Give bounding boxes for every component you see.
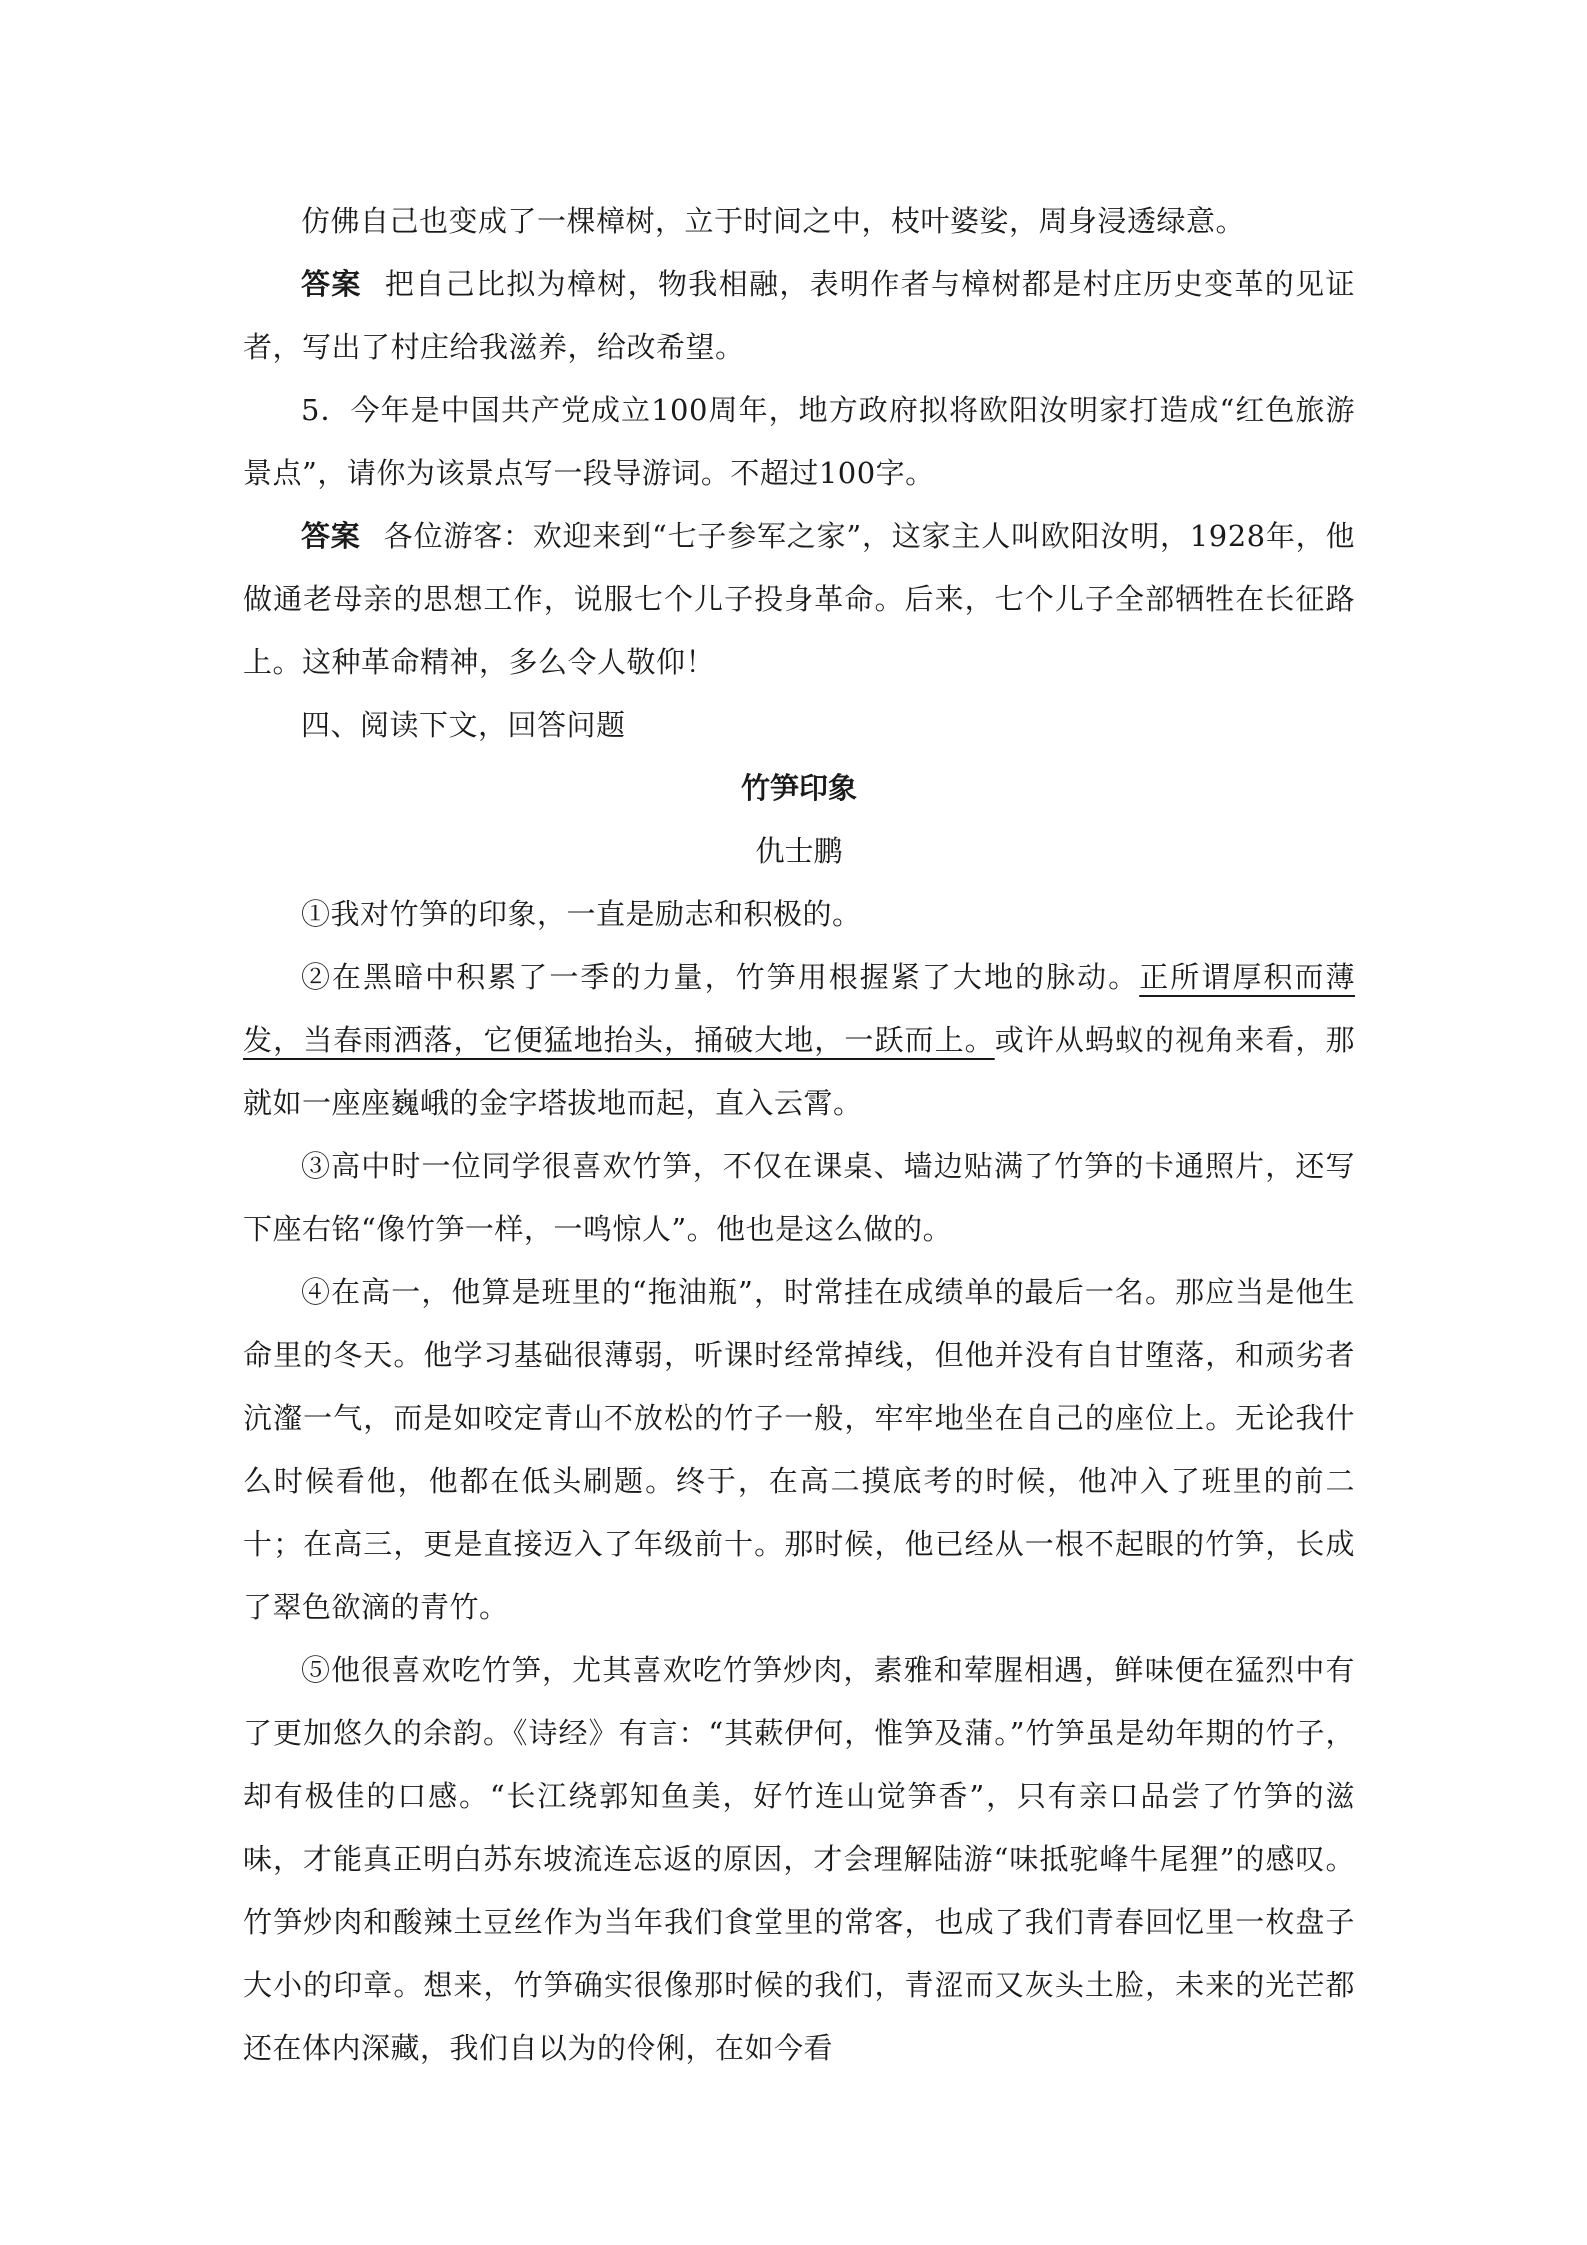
paragraph-4: ④在高一，他算是班里的“拖油瓶”，时常挂在成绩单的最后一名。那应当是他生命里的冬天。他学习基础很薄弱，听课时经常掉线，但他并没有自甘堕落，和顽劣者沆瀣一气，而是如咬定青山不放松的竹子一般，牢牢地坐在自己的座位上。无论我什么时候看他，他都在低头刷题。终于，在高二摸底考的时候，他冲入了班里的前二十；在高三，更是直接迈入了年级前十。那时候，他已经从一根不起眼的竹笋，长成了翠色欲滴的青竹。 (243, 1275, 1355, 1624)
answer-4 (243, 253, 1355, 379)
article-title: 竹笋印象 (740, 771, 857, 805)
question-5: 5．今年是中国共产党成立100周年，地方政府拟将欧阳汝明家打造成“红色旅游景点”，请你为该景点写一段导游词。不超过100字。 (243, 393, 1355, 490)
paragraph-3: ③高中时一位同学很喜欢竹笋，不仅在课桌、墙边贴满了竹笋的卡通照片，还写下座右铭“像竹笋一样，一鸣惊人”。他也是这么做的。 (243, 1149, 1355, 1246)
underlined-sentence: 正所谓厚积而薄发，当春雨洒落，它便猛地抬头，捅破大地，一跃而上。 (243, 960, 1355, 1057)
answer-text: 把自己比拟为樟树，物我相融，表明作者与樟树都是村庄历史变革的见证者，写出了村庄给我滋养，给改希望。 (243, 267, 1355, 364)
answer-text: 各位游客：欢迎来到“七子参军之家”，这家主人叫欧阳汝明，1928年，他做通老母亲的思想工作，说服七个儿子投身革命。后来，七个儿子全部牺牲在长征路上。这种革命精神，多么令人敬仰！ (243, 519, 1355, 679)
answer-label: 答案 (301, 519, 361, 553)
paragraph-5: ⑤他很喜欢吃竹笋，尤其喜欢吃竹笋炒肉，素雅和荤腥相遇，鲜味便在猛烈中有了更加悠久的余韵。《诗经》有言：“其蔌伊何，惟笋及蒲。”竹笋虽是幼年期的竹子，却有极佳的口感。“长江绕郭知鱼美，好竹连山觉笋香”，只有亲口品尝了竹笋的滋味，才能真正明白苏东坡流连忘返的原因，才会理解陆游“味抵驼峰牛尾狸”的感叹。竹笋炒肉和酸辣土豆丝作为当年我们食堂里的常客，也成了我们青春回忆里一枚盘子大小的印章。想来，竹笋确实很像那时候的我们，青涩而又灰头土脸，未来的光芒都还在体内深藏，我们自以为的伶俐，在如今看 (243, 1653, 1355, 2065)
answer-label: 答案 (301, 267, 362, 301)
document-content (243, 190, 1355, 2080)
paragraph-2-start: ②在黑暗中积累了一季的力量，竹笋用根握紧了大地的脉动。 (301, 960, 1140, 994)
paragraph-2-end: 或许从蚂蚁的视角来看，那就如一座座巍峨的金字塔拔地而起，直入云霄。 (243, 1023, 1355, 1120)
article-author: 仇士鹏 (755, 834, 843, 868)
answer-5 (243, 505, 1355, 694)
text-line: 仿佛自己也变成了一棵樟树，立于时间之中，枝叶婆娑，周身浸透绿意。 (301, 204, 1246, 238)
paragraph-2 (243, 946, 1355, 1135)
paragraph-1: ①我对竹笋的印象，一直是励志和积极的。 (301, 897, 862, 931)
section-heading: 四、阅读下文，回答问题 (301, 708, 626, 742)
